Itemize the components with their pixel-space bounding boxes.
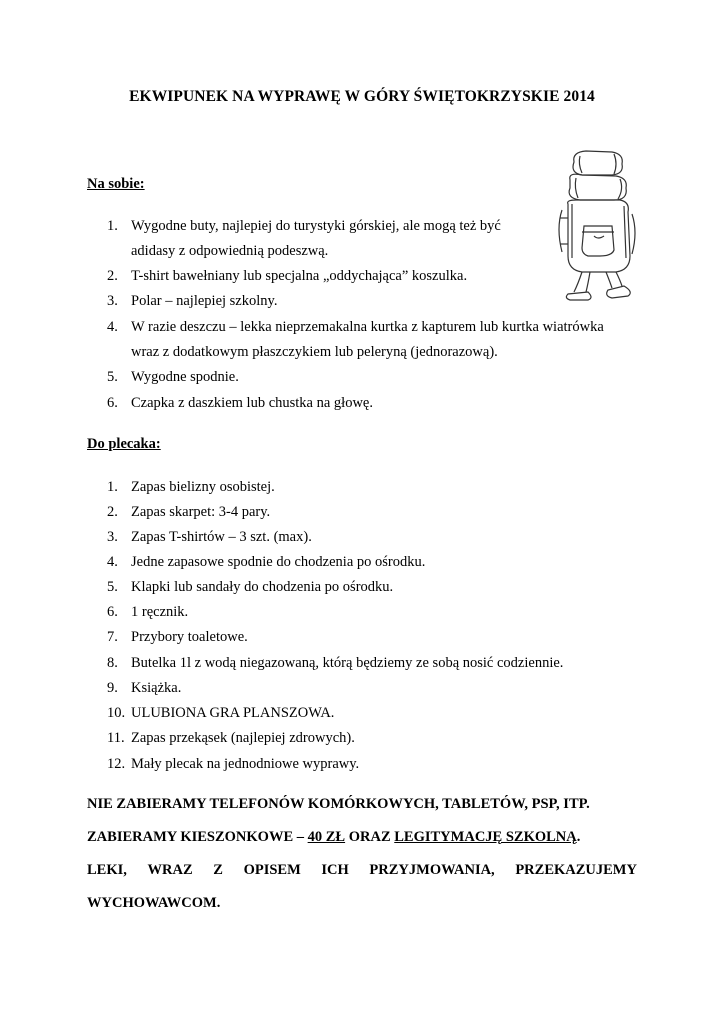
section-heading-do-plecaka: Do plecaka: xyxy=(87,436,161,452)
money-amount: 40 ZŁ xyxy=(307,829,346,845)
section-heading-na-sobie: Na sobie: xyxy=(87,176,145,192)
note-medicines-line2: WYCHOWAWCOM. xyxy=(87,895,221,911)
note-medicines: LEKI, WRAZ Z OPISEM ICH PRZYJMOWANIA, PRZEKAZUJEMY xyxy=(87,862,637,878)
document-title: EKWIPUNEK NA WYPRAWĘ W GÓRY ŚWIĘTOKRZYSKIE 2014 xyxy=(129,88,595,105)
note-no-phones: NIE ZABIERAMY TELEFONÓW KOMÓRKOWYCH, TABLETÓW, PSP, ITP. xyxy=(87,796,590,812)
document-page: EKWIPUNEK NA WYPRAWĘ W GÓRY ŚWIĘTOKRZYSKIE 2014 Na sobie: 1. Wygodne buty, najlepiej do turystyki górskiej, ale mogą też być adidasy z odpowiednią podeszwą. 2. T-shirt bawełniany lub specjalna „oddychająca” koszulka. 3. Polar – najlepiej szkolny. 4. W razie deszczu – lekka nieprzemakalna kurtka z kapturem lub kurtka wiatrówka wraz z dodatkowym płaszczykiem lub peleryną (jednorazową). 5. Wygodne spodnie. 6. Czapka z daszkiem lub chustka na głowę. Do plecaka: 1. Zapas bielizny osobistej. 2. Zapas skarpet: 3-4 pary. 3. Zapas T-shirtów – 3 szt. (max). 4. Jedne zapasowe spodnie do chodzenia po ośrodku. 5. Klapki lub sandały do chodzenia po ośrodku. 6. 1 ręcznik. 7. Przybory toaletowe. 8. Butelka 1l z wodą niegazowaną, którą będziemy ze sobą nosić codziennie. 9. Książka. 10. ULUBIONA GRA PLANSZOWA. 11. Zapas przekąsek (najlepiej zdrowych). 12. Mały plecak na jednodniowe wyprawy. NIE ZABIERAMY TELEFONÓW KOMÓRKOWYCH, TABLETÓW, PSP, ITP. ZABIERAMY KIESZONKOWE – 40 ZŁ ORAZ LEGITYMACJĘ SZKOLNĄ. LEKI, WRAZ Z OPISEM ICH PRZYJMOWANIA, PRZEKAZUJEMY WYCHOWAWCOM. xyxy=(0,0,724,1024)
school-id: LEGITYMACJĘ SZKOLNĄ xyxy=(394,829,577,845)
note-pocket-money: ZABIERAMY KIESZONKOWE – 40 ZŁ ORAZ LEGITYMACJĘ SZKOLNĄ. xyxy=(87,829,581,845)
backpack-icon xyxy=(552,148,640,308)
